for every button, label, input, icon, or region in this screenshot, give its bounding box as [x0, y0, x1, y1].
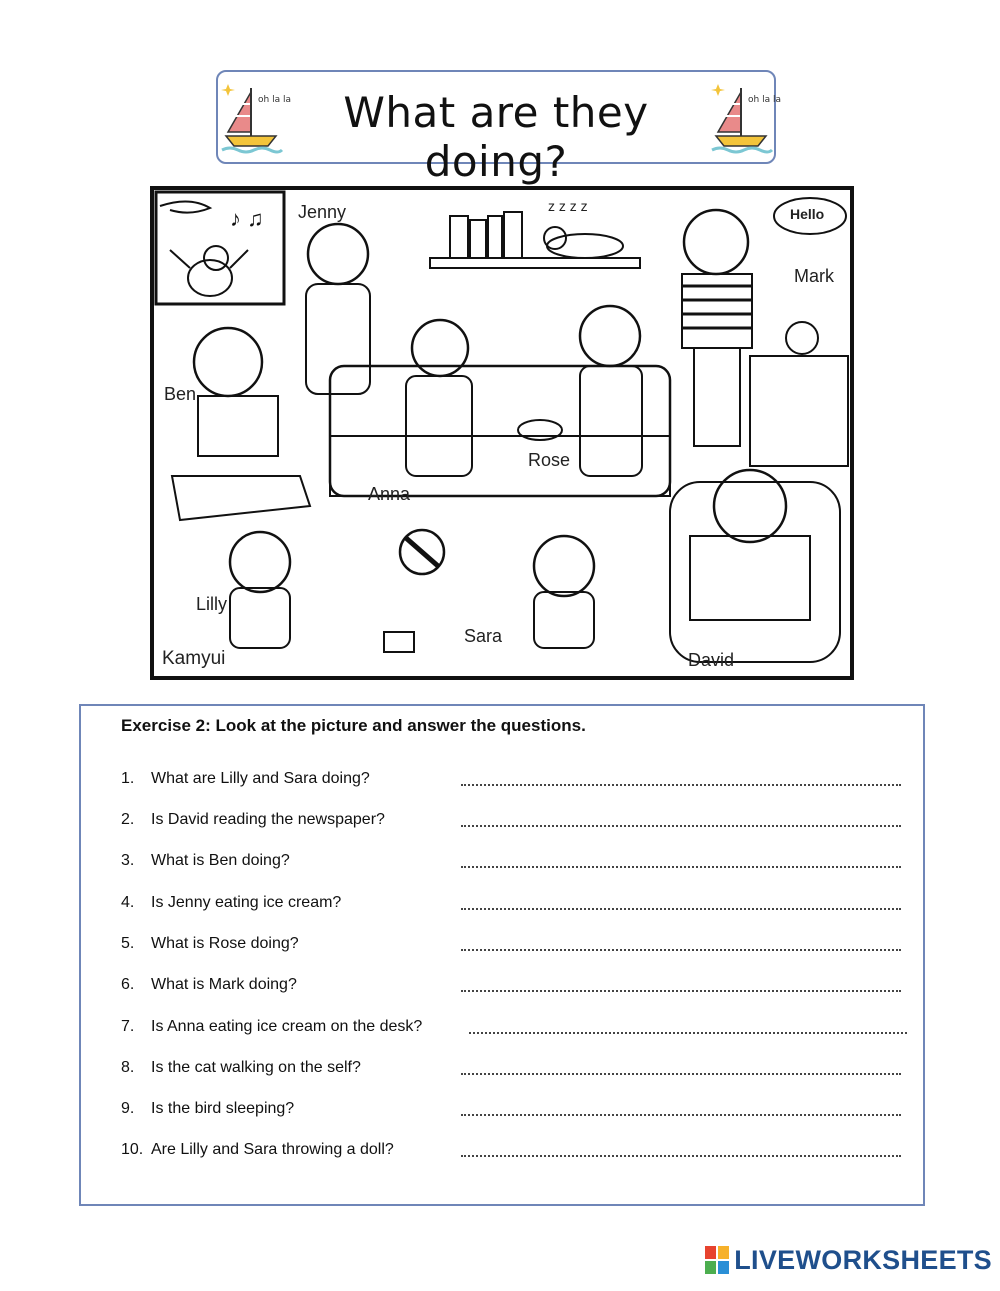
question-number: 10.	[121, 1141, 144, 1158]
label-david: David	[688, 650, 735, 670]
sailboat-icon	[220, 80, 291, 156]
question-text: Is the cat walking on the self?	[151, 1059, 361, 1076]
answer-input[interactable]	[461, 1137, 905, 1159]
answer-input[interactable]	[461, 972, 905, 994]
question-number: 8.	[121, 1059, 135, 1076]
label-rose: Rose	[528, 450, 571, 470]
question-row	[121, 1018, 903, 1040]
svg-text:oh la la: oh la la	[748, 95, 781, 105]
question-row	[121, 811, 903, 833]
question-row	[121, 1059, 903, 1081]
question-number: 9.	[121, 1100, 135, 1117]
answer-input[interactable]	[461, 1055, 905, 1077]
question-number: 1.	[121, 770, 135, 787]
question-number: 2.	[121, 811, 135, 828]
answer-input[interactable]	[461, 766, 905, 788]
answer-input[interactable]	[461, 1096, 905, 1118]
question-row	[121, 1141, 903, 1163]
label-anna: Anna	[368, 484, 411, 504]
question-row	[121, 1100, 903, 1122]
sleep-text: z z z z	[548, 198, 588, 214]
question-text: Is Jenny eating ice cream?	[151, 894, 342, 911]
label-lilly: Lilly	[196, 594, 228, 614]
question-number: 7.	[121, 1018, 135, 1035]
sailboat-icon	[710, 80, 781, 156]
speech-bubble-text: Hello	[790, 206, 825, 222]
answer-input[interactable]	[469, 1014, 911, 1036]
question-number: 4.	[121, 894, 135, 911]
scene-drawing	[150, 186, 854, 680]
svg-text:oh la la: oh la la	[258, 95, 291, 105]
question-row	[121, 935, 903, 957]
question-text: What is Ben doing?	[151, 852, 290, 869]
question-row	[121, 894, 903, 916]
question-row	[121, 770, 903, 792]
title-banner	[216, 70, 781, 186]
svg-text:♪ ♫: ♪ ♫	[230, 206, 264, 231]
logo-text: LIVEWORKSHEETS	[734, 1244, 992, 1275]
page-title: What are they doing?	[343, 88, 649, 186]
question-text: Is Anna eating ice cream on the desk?	[151, 1018, 423, 1035]
liveworksheets-logo[interactable]	[704, 1243, 992, 1277]
question-number: 6.	[121, 976, 135, 993]
question-text: Are Lilly and Sara throwing a doll?	[151, 1141, 394, 1158]
question-row	[121, 976, 903, 998]
label-mark: Mark	[794, 266, 834, 286]
answer-input[interactable]	[461, 848, 905, 870]
exercise-box	[79, 704, 925, 1206]
label-ben: Ben	[164, 384, 197, 404]
answer-input[interactable]	[461, 931, 905, 953]
question-text: Is the bird sleeping?	[151, 1100, 295, 1117]
question-text: Is David reading the newspaper?	[151, 811, 385, 828]
answer-input[interactable]	[461, 890, 905, 912]
question-row	[121, 852, 903, 874]
question-number: 3.	[121, 852, 135, 869]
label-sara: Sara	[464, 626, 503, 646]
label-jenny: Jenny	[298, 202, 347, 222]
signature: Kamyui	[162, 648, 226, 669]
question-text: What is Mark doing?	[151, 976, 297, 993]
question-text: What is Rose doing?	[151, 935, 299, 952]
answer-input[interactable]	[461, 807, 905, 829]
question-number: 5.	[121, 935, 135, 952]
liveworksheets-icon	[704, 1245, 730, 1275]
classroom-illustration	[150, 186, 854, 680]
question-text: What are Lilly and Sara doing?	[151, 770, 370, 787]
exercise-title: Exercise 2: Look at the picture and answer the questions.	[121, 716, 586, 735]
